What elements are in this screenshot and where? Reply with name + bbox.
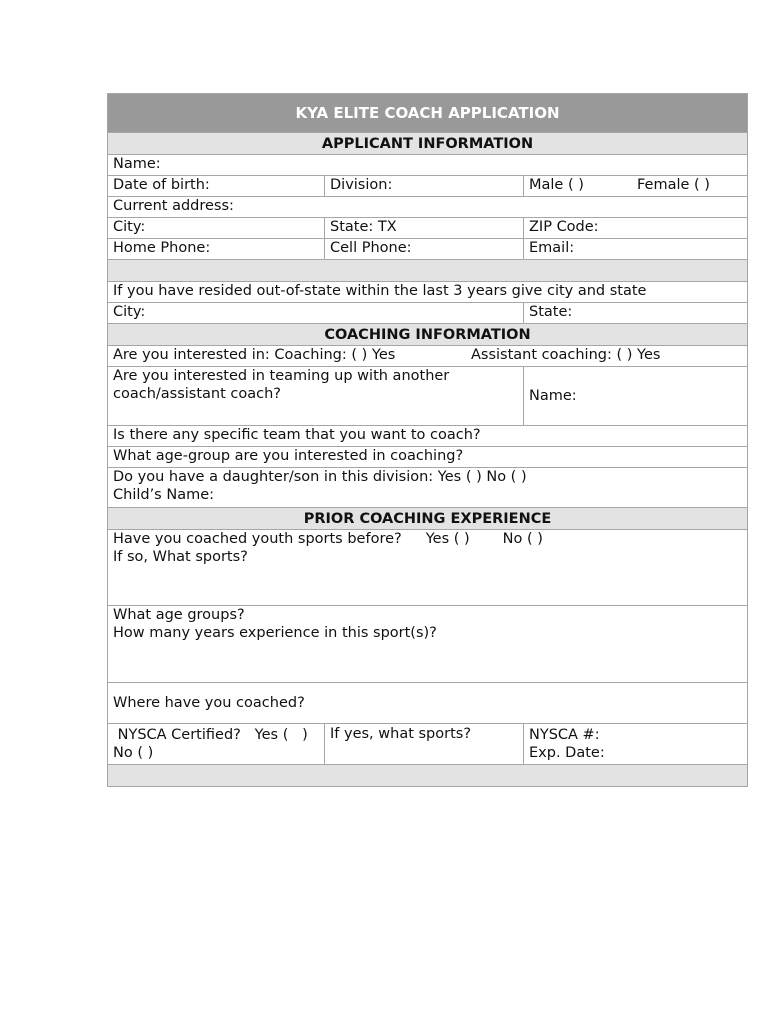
coaching-yes-checkbox[interactable]: Are you interested in: Coaching: ( ) Yes [113, 347, 396, 363]
what-sports-label: If so, What sports? [113, 549, 248, 565]
specific-team-field[interactable]: Is there any specific team that you want to coach? [108, 426, 748, 447]
coached-before-question-row [113, 530, 742, 548]
gender-field [524, 176, 748, 197]
years-experience-label: How many years experience in this sport(s)? [113, 625, 437, 641]
male-checkbox[interactable]: Male ( ) [529, 177, 584, 193]
expiration-date-label: Exp. Date: [529, 745, 605, 761]
name-field[interactable]: Name: [108, 155, 748, 176]
state-field[interactable]: State: TX [325, 218, 524, 239]
current-address-field[interactable]: Current address: [108, 197, 748, 218]
applicant-information-heading: APPLICANT INFORMATION [108, 133, 748, 155]
experience-field[interactable] [108, 606, 748, 683]
teaming-up-question [108, 367, 524, 426]
nysca-details-field[interactable] [524, 724, 748, 765]
nysca-certified-yes: NYSCA Certified? Yes ( ) [113, 727, 308, 743]
separator-row [108, 260, 748, 282]
footer-separator-row [108, 765, 748, 787]
nysca-sports-field[interactable]: If yes, what sports? [325, 724, 524, 765]
zip-code-field[interactable]: ZIP Code: [524, 218, 748, 239]
home-phone-field[interactable]: Home Phone: [108, 239, 325, 260]
coached-before-question: Have you coached youth sports before? [113, 531, 402, 547]
prior-coaching-experience-heading: PRIOR COACHING EXPERIENCE [108, 508, 748, 530]
teaming-up-line-2: coach/assistant coach? [113, 386, 281, 402]
teaming-up-line-1: Are you interested in teaming up with another [113, 368, 450, 384]
previous-state-field[interactable]: State: [524, 303, 748, 324]
nysca-certified-field[interactable] [108, 724, 325, 765]
child-name-label: Child’s Name: [113, 487, 215, 503]
where-coached-field[interactable]: Where have you coached? [108, 683, 748, 724]
child-in-division-question: Do you have a daughter/son in this division: Yes ( ) No ( ) [113, 469, 527, 485]
coach-application-form [107, 93, 748, 787]
coaching-interest-row [108, 346, 748, 367]
coached-before-field[interactable] [108, 530, 748, 606]
previous-city-field[interactable]: City: [108, 303, 524, 324]
city-field[interactable]: City: [108, 218, 325, 239]
date-of-birth-field[interactable]: Date of birth: [108, 176, 325, 197]
out-of-state-prompt: If you have resided out-of-state within the last 3 years give city and state [108, 282, 748, 303]
age-group-field[interactable]: What age-group are you interested in coaching? [108, 447, 748, 468]
coached-no-checkbox[interactable]: No ( ) [502, 531, 543, 547]
female-checkbox[interactable]: Female ( ) [637, 177, 710, 193]
teaming-partner-name-field[interactable]: Name: [524, 367, 748, 426]
form-title: KYA ELITE COACH APPLICATION [108, 94, 748, 133]
coaching-information-heading: COACHING INFORMATION [108, 324, 748, 346]
age-groups-label: What age groups? [113, 607, 245, 623]
assistant-coaching-yes-checkbox[interactable]: Assistant coaching: ( ) Yes [471, 347, 661, 363]
coached-yes-checkbox[interactable]: Yes ( ) [425, 531, 470, 547]
child-in-division-field[interactable] [108, 468, 748, 508]
cell-phone-field[interactable]: Cell Phone: [325, 239, 524, 260]
nysca-number-label: NYSCA #: [529, 727, 600, 743]
nysca-certified-no: No ( ) [113, 745, 154, 761]
division-field[interactable]: Division: [325, 176, 524, 197]
email-field[interactable]: Email: [524, 239, 748, 260]
